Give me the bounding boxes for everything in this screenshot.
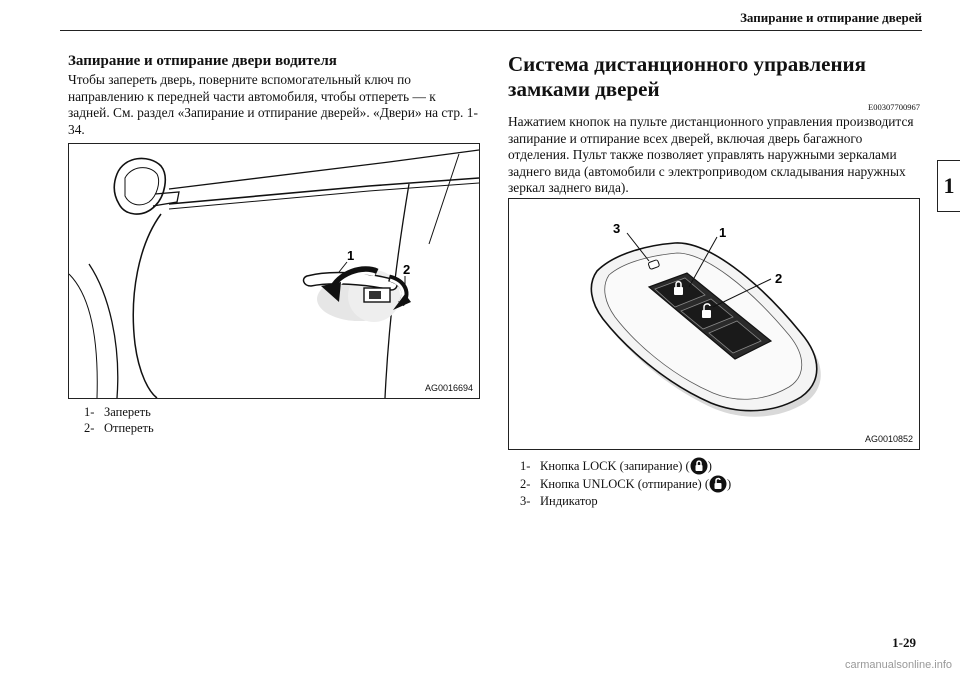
remote-callout-1: 1	[719, 225, 727, 240]
legend-item: 3- Индикатор	[520, 494, 598, 508]
driver-door-figure-code: AG0016694	[424, 383, 473, 393]
lock-icon	[690, 457, 708, 475]
page-number: 1-29	[892, 635, 916, 650]
remote-key-figure	[508, 198, 920, 450]
remote-key-legend	[520, 457, 731, 509]
driver-door-figure	[68, 143, 480, 399]
driver-door-heading: Запирание и отпирание двери водителя	[68, 53, 337, 69]
door-key-illustration	[69, 144, 479, 398]
unlock-icon	[709, 475, 727, 493]
legend-item: 2- Отпереть	[84, 421, 154, 435]
running-head: Запирание и отпирание дверей	[740, 10, 922, 25]
legend-item: 1- Кнопка LOCK (запирание) ( )	[520, 459, 712, 473]
header-rule	[60, 30, 922, 31]
legend-item: 2- Кнопка UNLOCK (отпирание) ( )	[520, 477, 732, 491]
driver-door-legend	[84, 404, 154, 436]
watermark: carmanualsonline.info	[844, 659, 952, 671]
door-callout-1: 1	[347, 248, 355, 263]
legend-item: 1- Запереть	[84, 405, 151, 419]
driver-door-paragraph: Чтобы запереть дверь, поверните вспомогательный ключ по направлению к передней части автомобиля, чтобы отпереть — к задней. См. раздел «Запирание и отпирание дверей». «Двери» на стр. 1-34.	[68, 72, 478, 137]
remote-callout-3: 3	[613, 221, 621, 236]
remote-control-heading: Система дистанционного управления замками дверей	[508, 52, 867, 101]
remote-key-illustration	[509, 199, 919, 449]
right-column	[508, 52, 920, 197]
remote-callout-2: 2	[775, 271, 783, 286]
chapter-tab: 1	[937, 160, 960, 212]
remote-control-paragraph: Нажатием кнопок на пульте дистанционного управления производится запирание и отпирание всех дверей, включая дверь багажного отделения. Пульт также позволяет управлять наружными зеркалами заднего вида (автомобили с электроприводом складывания наружных зеркал заднего вида).	[508, 114, 914, 195]
door-callout-2: 2	[403, 262, 411, 277]
left-column	[68, 52, 478, 138]
section-code: E00307700967	[868, 102, 920, 112]
remote-key-figure-code: AG0010852	[864, 434, 913, 444]
